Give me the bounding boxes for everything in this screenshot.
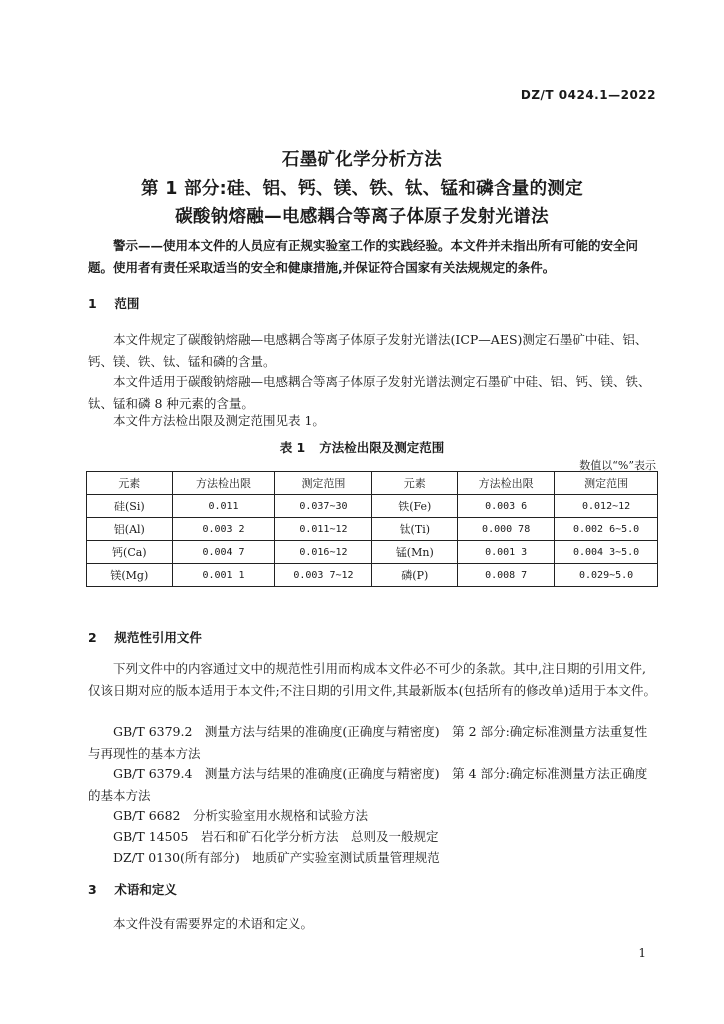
detection-limit-cell: 0.003 2	[172, 518, 275, 541]
warning-paragraph: 警示——使用本文件的人员应有正规实验室工作的实践经验。本文件并未指出所有可能的安全问题。使用者有责任采取适当的安全和健康措施,并保证符合国家有关法规规定的条件。	[88, 238, 639, 275]
section-3-heading	[88, 880, 177, 898]
section-2-heading	[88, 628, 202, 646]
element-cell: 铁(Fe)	[372, 495, 458, 518]
table-1-caption-text: 方法检出限及测定范围	[319, 440, 445, 455]
element-cell: 钛(Ti)	[372, 518, 458, 541]
header-detection-limit: 方法检出限	[458, 472, 555, 495]
reference-gb-t-14505: GB/T 14505 岩石和矿石化学分析方法 总则及一般规定	[113, 829, 439, 844]
section-1-paragraph-3: 本文件方法检出限及测定范围见表 1。	[113, 413, 325, 428]
section-1-paragraph-2: 本文件适用于碳酸钠熔融—电感耦合等离子体原子发射光谱法测定石墨矿中硅、铝、钙、镁、铁、钛、锰和磷 8 种元素的含量。	[88, 374, 651, 411]
section-1-paragraph-1: 本文件规定了碳酸钠熔融—电感耦合等离子体原子发射光谱法(ICP—AES)测定石墨矿中硅、铝、钙、镁、铁、钛、锰和磷的含量。	[88, 332, 648, 369]
section-1-heading	[88, 294, 139, 312]
table-header-row	[87, 472, 658, 495]
page-number: 1	[638, 946, 646, 960]
header-detection-limit: 方法检出限	[172, 472, 275, 495]
table-row	[87, 518, 658, 541]
element-cell: 镁(Mg)	[87, 564, 173, 587]
detection-limit-table	[86, 471, 658, 587]
reference-dz-t-0130: DZ/T 0130(所有部分) 地质矿产实验室测试质量管理规范	[113, 850, 440, 865]
title-line-2: 第 1 部分:硅、铝、钙、镁、铁、钛、锰和磷含量的测定	[141, 179, 583, 199]
section-2-intro: 下列文件中的内容通过文中的规范性引用而构成本文件必不可少的条款。其中,注日期的引用文件,仅该日期对应的版本适用于本文件;不注日期的引用文件,其最新版本(包括所有的修改单)适用于本文件。	[88, 661, 656, 698]
range-cell: 0.002 6~5.0	[555, 518, 658, 541]
section-1-title: 范围	[114, 296, 140, 311]
detection-limit-cell: 0.003 6	[458, 495, 555, 518]
range-cell: 0.004 3~5.0	[555, 541, 658, 564]
section-1-number: 1	[88, 296, 97, 311]
element-cell: 磷(P)	[372, 564, 458, 587]
element-cell: 钙(Ca)	[87, 541, 173, 564]
reference-gb-t-6379-4: GB/T 6379.4 测量方法与结果的准确度(正确度与精密度) 第 4 部分:确定标准测量方法正确度的基本方法	[88, 766, 648, 803]
header-element: 元素	[87, 472, 173, 495]
table-row	[87, 495, 658, 518]
range-cell: 0.011~12	[275, 518, 372, 541]
table-1-unit-note: 数值以“%”表示	[579, 459, 656, 472]
standard-code: DZ/T 0424.1—2022	[520, 88, 656, 102]
range-cell: 0.016~12	[275, 541, 372, 564]
reference-gb-t-6682: GB/T 6682 分析实验室用水规格和试验方法	[113, 808, 369, 823]
reference-gb-t-6379-2: GB/T 6379.2 测量方法与结果的准确度(正确度与精密度) 第 2 部分:确定标准测量方法重复性与再现性的基本方法	[88, 724, 648, 761]
section-3-number: 3	[88, 882, 97, 897]
detection-limit-cell: 0.000 78	[458, 518, 555, 541]
element-cell: 铝(Al)	[87, 518, 173, 541]
header-element: 元素	[372, 472, 458, 495]
title-line-1: 石墨矿化学分析方法	[281, 150, 443, 170]
element-cell: 锰(Mn)	[372, 541, 458, 564]
title-line-3: 碳酸钠熔融—电感耦合等离子体原子发射光谱法	[175, 207, 549, 227]
table-1-caption	[0, 438, 724, 456]
element-cell: 硅(Si)	[87, 495, 173, 518]
header-range: 测定范围	[275, 472, 372, 495]
section-3-title: 术语和定义	[114, 882, 177, 897]
detection-limit-cell: 0.001 3	[458, 541, 555, 564]
section-3-paragraph: 本文件没有需要界定的术语和定义。	[113, 916, 314, 931]
detection-limit-cell: 0.011	[172, 495, 275, 518]
detection-limit-cell: 0.008 7	[458, 564, 555, 587]
section-2-title: 规范性引用文件	[114, 630, 202, 645]
table-row	[87, 541, 658, 564]
table-row	[87, 564, 658, 587]
range-cell: 0.037~30	[275, 495, 372, 518]
section-2-number: 2	[88, 630, 97, 645]
table-1-label: 表 1	[279, 440, 306, 455]
range-cell: 0.029~5.0	[555, 564, 658, 587]
detection-limit-cell: 0.004 7	[172, 541, 275, 564]
range-cell: 0.012~12	[555, 495, 658, 518]
header-range: 测定范围	[555, 472, 658, 495]
detection-limit-cell: 0.001 1	[172, 564, 275, 587]
range-cell: 0.003 7~12	[275, 564, 372, 587]
